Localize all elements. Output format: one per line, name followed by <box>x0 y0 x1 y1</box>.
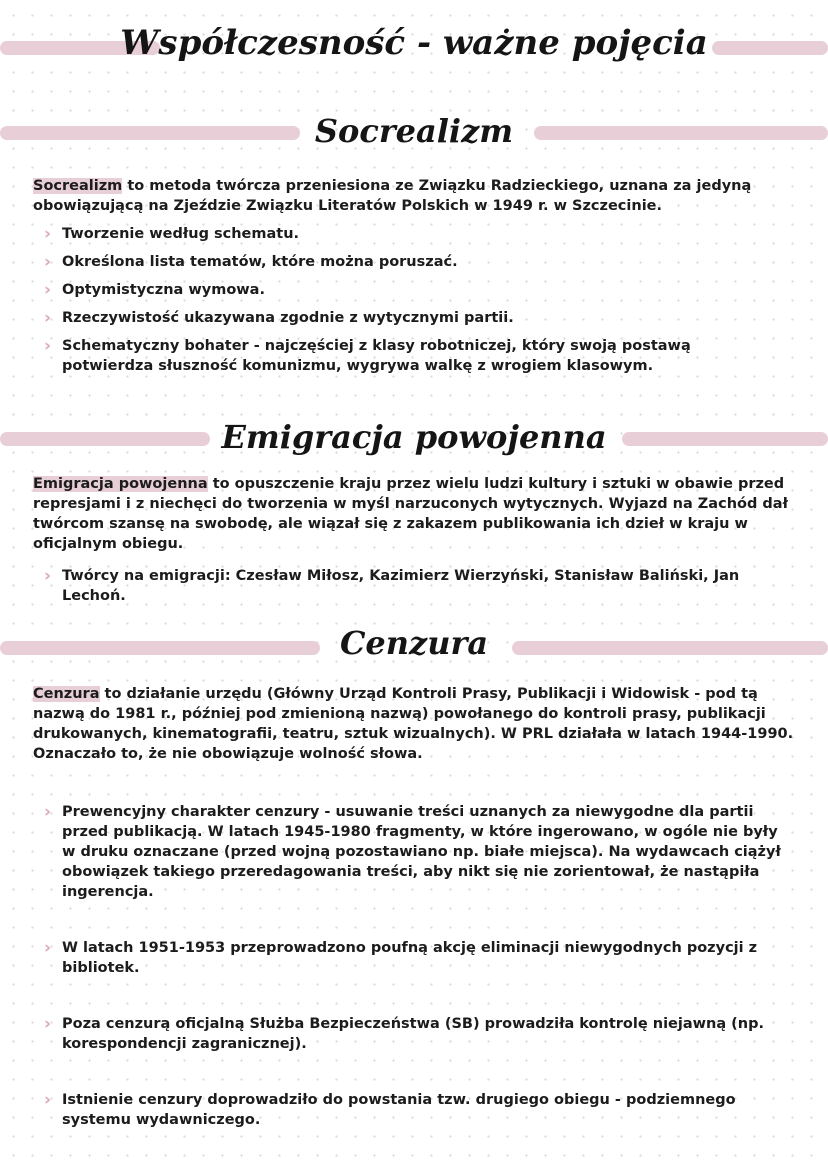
list-item <box>44 802 784 902</box>
list-item <box>44 1014 784 1054</box>
page-title: Współczesność - ważne pojęcia <box>120 23 708 63</box>
list-item-text: Tworzenie według schematu. <box>62 226 300 242</box>
list-item <box>44 938 784 978</box>
list-item-text: Optymistyczna wymowa. <box>62 282 265 298</box>
list-item <box>44 1090 784 1130</box>
list-item-text: Określona lista tematów, które można poruszać. <box>62 254 458 270</box>
socrealizm-definition <box>33 176 795 216</box>
socrealizm-bullet-list <box>44 224 784 376</box>
list-item-text: W latach 1951-1953 przeprowadzono poufną akcję eliminacji niewygodnych pozycji z bibliotek. <box>62 940 758 976</box>
emigracja-term: Emigracja powojenna <box>33 476 208 492</box>
chevron-right-icon: › <box>44 336 52 356</box>
list-item <box>44 224 784 244</box>
emigracja-bullet-list <box>44 566 784 606</box>
list-item <box>44 308 784 328</box>
cenzura-bullet-list <box>44 802 784 1130</box>
list-item <box>44 566 784 606</box>
cenzura-definition <box>33 684 795 764</box>
list-item-text: Schematyczny bohater - najczęściej z klasy robotniczej, który swoją postawą potwierdza słuszność komunizmu, wygrywa walkę z wrogiem klasowym. <box>62 338 691 374</box>
emigracja-definition <box>33 474 795 554</box>
chevron-right-icon: › <box>44 802 52 822</box>
emigracja-heading: Emigracja powojenna <box>221 418 607 456</box>
emigracja-definition-text: to opuszczenie kraju przez wielu ludzi kultury i sztuki w obawie przed represjami i z niechęci do tworzenia w myśl narzuconych wytycznych. Wyjazd na Zachód dał twórcom szansę na swobodę, ale wiązał się z zakazem publikowania ich dzieł w kraju w oficjalnym obiegu. <box>33 476 788 552</box>
chevron-right-icon: › <box>44 566 52 586</box>
list-item-text: Prewencyjny charakter cenzury - usuwanie treści uznanych za niewygodne dla partii przed publikacją. W latach 1945-1980 fragmenty, w które ingerowano, w ogóle nie były w druku oznaczane (przed wojną pozostawiano np. białe miejsca). Na wydawcach ciążył obowiązek takiego przeredagowania treści, aby nikt się nie zorientował, że nastąpiła ingerencja. <box>62 804 781 900</box>
list-item <box>44 252 784 272</box>
list-item <box>44 336 784 376</box>
cenzura-heading: Cenzura <box>339 624 489 662</box>
chevron-right-icon: › <box>44 308 52 328</box>
cenzura-term: Cenzura <box>33 686 100 702</box>
cenzura-definition-text: to działanie urzędu (Główny Urząd Kontroli Prasy, Publikacji i Widowisk - pod tą nazwą do 1981 r., później pod zmienioną nazwą) powołanego do kontroli prasy, publikacji drukowanych, kinematografii, teatru, sztuk wizualnych). W PRL działała w latach 1944-1990. Oznaczało to, że nie obowiązuje wolność słowa. <box>33 686 794 762</box>
socrealizm-definition-text: to metoda twórcza przeniesiona ze Związku Radzieckiego, uznana za jedyną obowiązującą na Zjeździe Związku Literatów Polskich w 1949 r. w Szczecinie. <box>33 178 752 214</box>
list-item <box>44 280 784 300</box>
list-item-text: Rzeczywistość ukazywana zgodnie z wytycznymi partii. <box>62 310 514 326</box>
chevron-right-icon: › <box>44 252 52 272</box>
chevron-right-icon: › <box>44 1090 52 1110</box>
chevron-right-icon: › <box>44 280 52 300</box>
list-item-text: Poza cenzurą oficjalną Służba Bezpieczeństwa (SB) prowadziła kontrolę niejawną (np. korespondencji zagranicznej). <box>62 1016 765 1052</box>
list-item-text: Twórcy na emigracji: Czesław Miłosz, Kazimierz Wierzyński, Stanisław Baliński, Jan Lechoń. <box>62 568 740 604</box>
chevron-right-icon: › <box>44 224 52 244</box>
socrealizm-heading: Socrealizm <box>314 112 514 150</box>
list-item-text: Istnienie cenzury doprowadziło do powstania tzw. drugiego obiegu - podziemnego systemu wydawniczego. <box>62 1092 736 1128</box>
chevron-right-icon: › <box>44 938 52 958</box>
socrealizm-term: Socrealizm <box>33 178 123 194</box>
chevron-right-icon: › <box>44 1014 52 1034</box>
